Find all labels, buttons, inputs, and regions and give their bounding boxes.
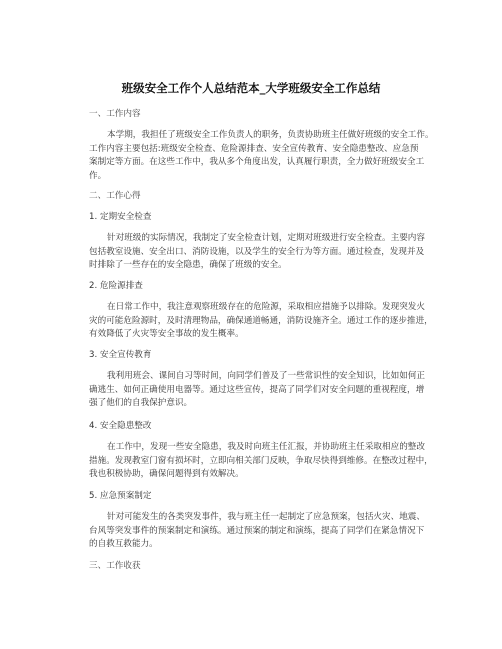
paragraph-line: 针对班级的实际情况，我制定了安全检查计划，定期对班级进行安全检查。主要内容: [107, 233, 425, 243]
paragraph-line: 台风等突发事件的预案制定和演练。通过预案的制定和演练，提高了同学们在紧急情况下: [89, 525, 425, 536]
paragraph-safety-education: [89, 370, 437, 411]
subheading-hazard-check: 2. 危险源排查: [89, 281, 143, 291]
paragraph-line: 确逃生、如何正确使用电器等。通过这些宣传，提高了同学们对安全问题的重视程度，增: [89, 384, 425, 395]
section-paragraph-work-content: [89, 129, 437, 183]
section-heading-work-experience: 二、工作心得: [89, 191, 141, 201]
paragraph-line: 我也积极协助，确保问题得到有效解决。: [89, 469, 244, 480]
paragraph-line: 灾的可能危险源时，及时清理物品，确保通道畅通，消防设施齐全。通过工作的逐步推进，: [89, 315, 433, 326]
paragraph-line: 在工作中，发现一些安全隐患，我及时向班主任汇报，并协助班主任采取相应的整改: [107, 442, 425, 452]
subheading-safety-education: 3. 安全宣传教育: [89, 350, 152, 360]
subheading-hazard-rectification: 4. 安全隐患整改: [89, 421, 152, 431]
paragraph-line: 工作内容主要包括:班级安全检查、危险源排查、安全宣传教育、安全隐患整改、应急预: [89, 143, 419, 154]
paragraph-line: 我利用班会、课间自习等时间，向同学们普及了一些常识性的安全知识，比如如何正: [107, 371, 425, 381]
paragraph-line: 作。: [89, 170, 107, 181]
document-title: 班级安全工作个人总结范本_大学班级安全工作总结: [121, 81, 381, 95]
paragraph-emergency-plan: [89, 511, 437, 552]
paragraph-line: 措施。发现教室门窗有损坏时，立即向相关部门反映，争取尽快得到维修。在整改过程中，: [89, 455, 433, 466]
paragraph-line: 针对可能发生的各类突发事件，我与班主任一起制定了应急预案，包括火灾、地震、: [107, 512, 425, 522]
paragraph-line: 强了他们的自我保护意识。: [89, 398, 193, 409]
subheading-emergency-plan: 5. 应急预案制定: [89, 491, 152, 501]
section-heading-work-content: 一、工作内容: [89, 109, 141, 119]
paragraph-hazard-check: [89, 301, 437, 342]
section-heading-work-gains: 三、工作收获: [89, 561, 141, 571]
subheading-safety-inspection: 1. 定期安全检查: [89, 212, 152, 222]
paragraph-safety-inspection: [89, 232, 437, 273]
paragraph-line: 有效降低了火灾等安全事故的发生概率。: [89, 329, 244, 340]
paragraph-line: 包括教室设施、安全出口、消防设施，以及学生的安全行为等方面。通过检查，发现并及: [89, 246, 425, 257]
paragraph-line: 本学期，我担任了班级安全工作负责人的职务，负责协助班主任做好班级的安全工作。: [107, 130, 434, 140]
paragraph-line: 在日常工作中，我注意观察班级存在的危险源，采取相应措施予以排除。发现突发火: [107, 302, 425, 312]
paragraph-hazard-rectification: [89, 441, 437, 482]
paragraph-line: 案制定等方面。在这些工作中，我从多个角度出发，认真履行职责，全力做好班级安全工: [89, 157, 425, 168]
paragraph-line: 时排除了一些存在的安全隐患，确保了班级的安全。: [89, 260, 287, 271]
paragraph-line: 的自救互救能力。: [89, 539, 158, 550]
